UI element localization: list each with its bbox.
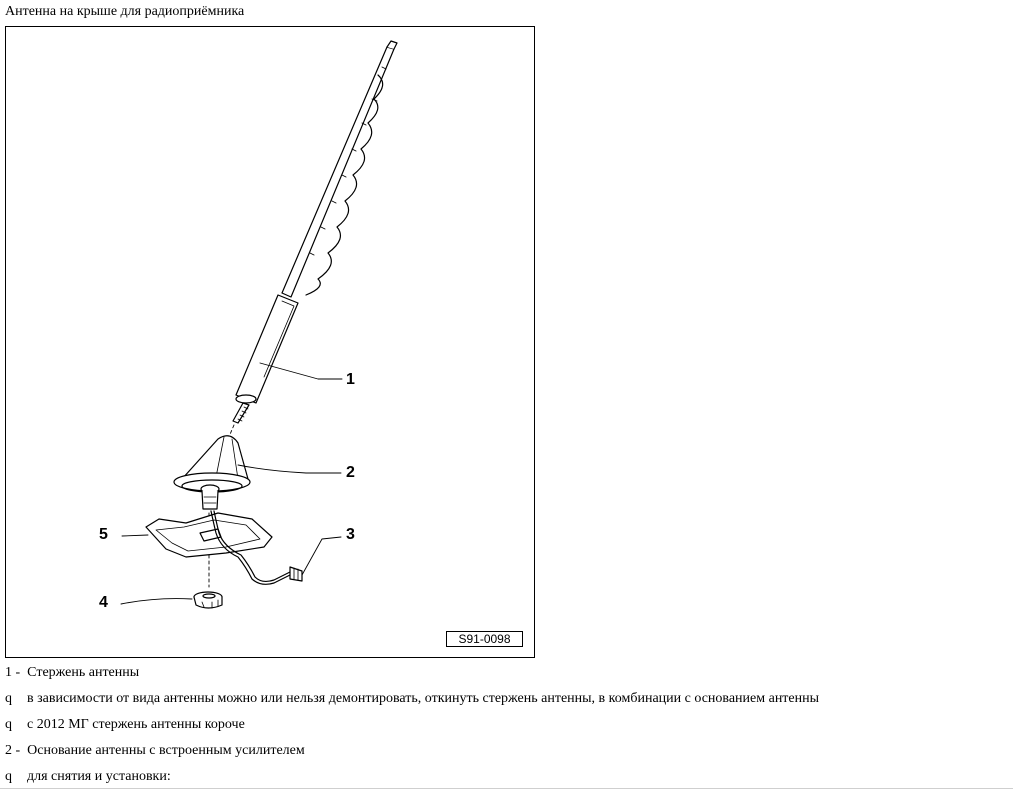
- list-item: [5, 716, 245, 734]
- callout-3: 3: [346, 526, 355, 543]
- item-text: в зависимости от вида антенны можно или нельзя демонтировать, откинуть стержень антенны, в комбинации с основанием антенны: [27, 691, 820, 706]
- antenna-base: [174, 436, 250, 509]
- list-item: [5, 768, 171, 786]
- item-marker: 2 -: [5, 743, 21, 758]
- leader-line-3: [302, 537, 341, 575]
- mounting-nut: [194, 592, 222, 608]
- seal-gasket: [146, 513, 272, 557]
- callout-1: 1: [346, 371, 355, 388]
- leader-line-5: [122, 535, 148, 536]
- leader-line-2: [238, 465, 341, 473]
- list-item: [5, 742, 305, 760]
- bullet-marker: q: [5, 691, 12, 706]
- bullet-marker: q: [5, 769, 12, 784]
- leader-line-4: [121, 599, 192, 604]
- item-text: Стержень антенны: [27, 665, 140, 680]
- bottom-divider: [0, 788, 1013, 789]
- item-marker: 1 -: [5, 665, 21, 680]
- item-text: Основание антенны с встроенным усилителем: [27, 743, 305, 758]
- antenna-exploded-diagram: [6, 27, 536, 659]
- callout-5: 5: [99, 526, 108, 543]
- item-text: с 2012 МГ стержень антенны короче: [27, 717, 245, 732]
- antenna-figure: [5, 26, 535, 658]
- figure-code-label: S91-0098: [446, 631, 523, 647]
- item-text: для снятия и установки:: [27, 769, 171, 784]
- list-item: [5, 664, 139, 682]
- page-title: Антенна на крыше для радиоприёмника: [5, 4, 245, 19]
- bullet-marker: q: [5, 717, 12, 732]
- list-item: [5, 690, 819, 708]
- callout-4: 4: [99, 594, 108, 611]
- callout-2: 2: [346, 464, 355, 481]
- antenna-rod: [233, 41, 397, 423]
